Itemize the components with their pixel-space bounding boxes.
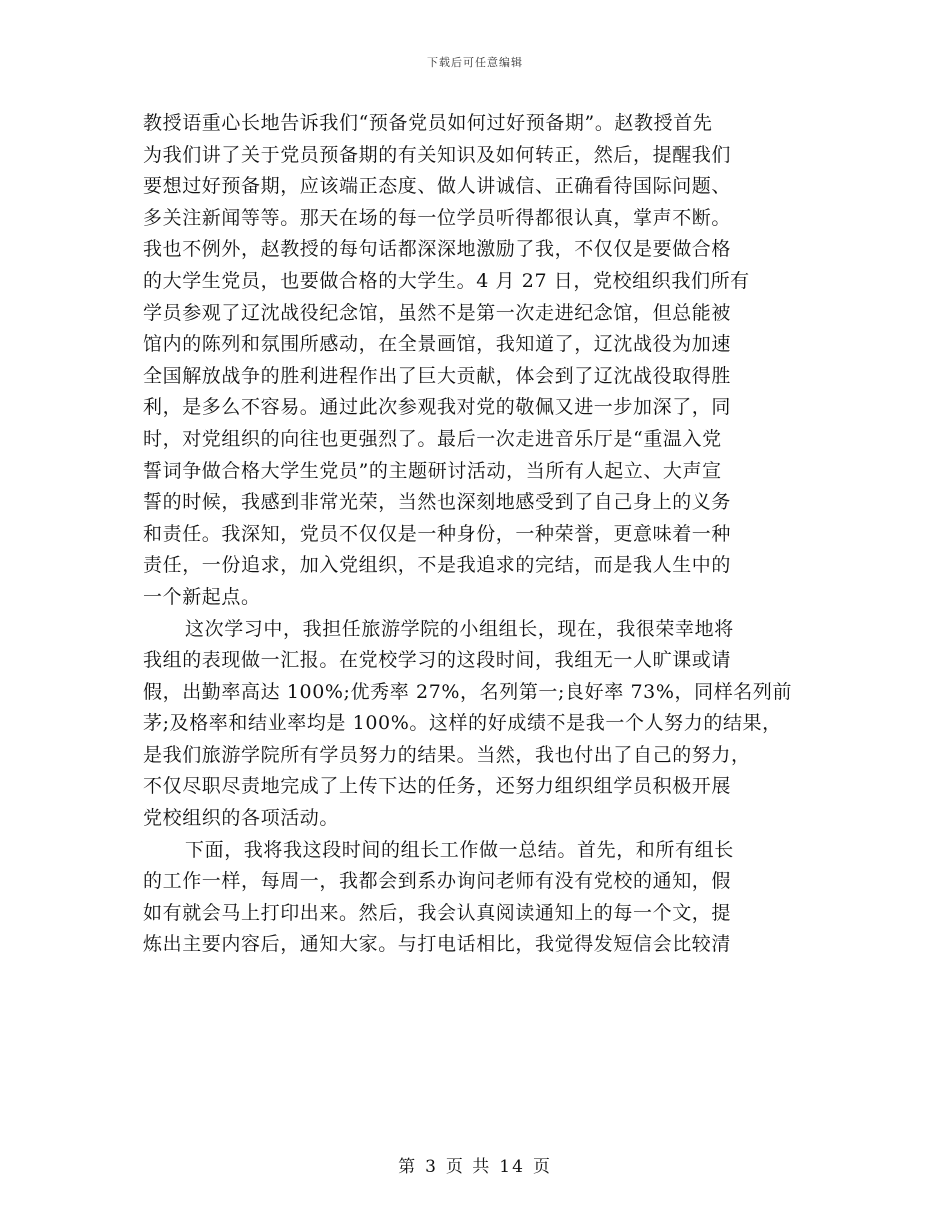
text-line: 馆内的陈列和氛围所感动，在全景画馆，我知道了，辽沈战役为加速 (143, 333, 732, 356)
total-page-count: 14 (499, 1157, 525, 1177)
current-page-number: 3 (425, 1157, 438, 1177)
footer-middle: 页 共 (445, 1157, 492, 1177)
text-line: 炼出主要内容后，通知大家。与打电话相比，我觉得发短信会比较清 (143, 933, 732, 956)
text-line: 党校组织的各项活动。 (143, 807, 340, 830)
text-line: 誓的时候，我感到非常光荣，当然也深刻地感受到了自己身上的义务 (143, 491, 732, 514)
paragraph-2 (143, 614, 803, 835)
text-line: 不仅尽职尽责地完成了上传下达的任务，还努力组织组学员积极开展 (143, 775, 732, 798)
text-line: 誓词争做合格大学生党员”的主题研讨活动，当所有人起立、大声宣 (143, 459, 722, 482)
text-line: 多关注新闻等等。那天在场的每一位学员听得都很认真，掌声不断。 (143, 206, 732, 229)
document-body (143, 108, 803, 961)
text-line: 和责任。我深知，党员不仅仅是一种身份，一种荣誉，更意味着一种 (143, 522, 732, 545)
text-line: 学员参观了辽沈战役纪念馆，虽然不是第一次走进纪念馆，但总能被 (143, 301, 732, 324)
text-line: 下面，我将我这段时间的组长工作做一总结。首先，和所有组长 (185, 838, 734, 861)
text-line: 如有就会马上打印出来。然后，我会认真阅读通知上的每一个文，提 (143, 901, 732, 924)
text-line: 教授语重心长地告诉我们“预备党员如何过好预备期”。赵教授首先 (143, 112, 713, 134)
text-line: 一个新起点。 (143, 585, 261, 608)
footer-prefix: 第 (398, 1157, 418, 1177)
text-line: 的大学生党员，也要做合格的大学生。4 月 27 日，党校组织我们所有 (143, 269, 750, 292)
footer-suffix: 页 (532, 1157, 552, 1177)
text-line: 为我们讲了关于党员预备期的有关知识及如何转正，然后，提醒我们 (143, 143, 732, 166)
page-footer (0, 1152, 950, 1177)
text-line: 利，是多么不容易。通过此次参观我对党的敬佩又进一步加深了，同 (143, 396, 732, 419)
text-line: 时，对党组织的向往也更强烈了。最后一次走进音乐厅是“重温入党 (143, 427, 722, 450)
text-line: 责任，一份追求，加入党组织，不是我追求的完结，而是我人生中的 (143, 554, 732, 577)
text-line: 我组的表现做一汇报。在党校学习的这段时间，我组无一人旷课或请 (143, 649, 732, 672)
text-line: 茅;及格率和结业率均是 100%。这样的好成绩不是我一个人努力的结果， (143, 712, 782, 735)
text-line: 这次学习中，我担任旅游学院的小组组长，现在，我很荣幸地将 (185, 617, 734, 640)
text-line: 是我们旅游学院所有学员努力的结果。当然，我也付出了自己的努力， (143, 743, 751, 766)
paragraph-1 (143, 108, 803, 614)
text-line: 我也不例外，赵教授的每句话都深深地激励了我，不仅仅是要做合格 (143, 238, 732, 261)
text-line: 假，出勤率高达 100%;优秀率 27%，名列第一;良好率 73%，同样名列前 (143, 680, 793, 703)
text-line: 要想过好预备期，应该端正态度、做人讲诚信、正确看待国际问题、 (143, 175, 732, 198)
page-header: 下载后可任意编辑 (427, 56, 523, 69)
text-line: 的工作一样，每周一，我都会到系办询问老师有没有党校的通知，假 (143, 870, 732, 893)
text-line: 全国解放战争的胜利进程作出了巨大贡献，体会到了辽沈战役取得胜 (143, 364, 732, 387)
paragraph-3 (143, 835, 803, 961)
